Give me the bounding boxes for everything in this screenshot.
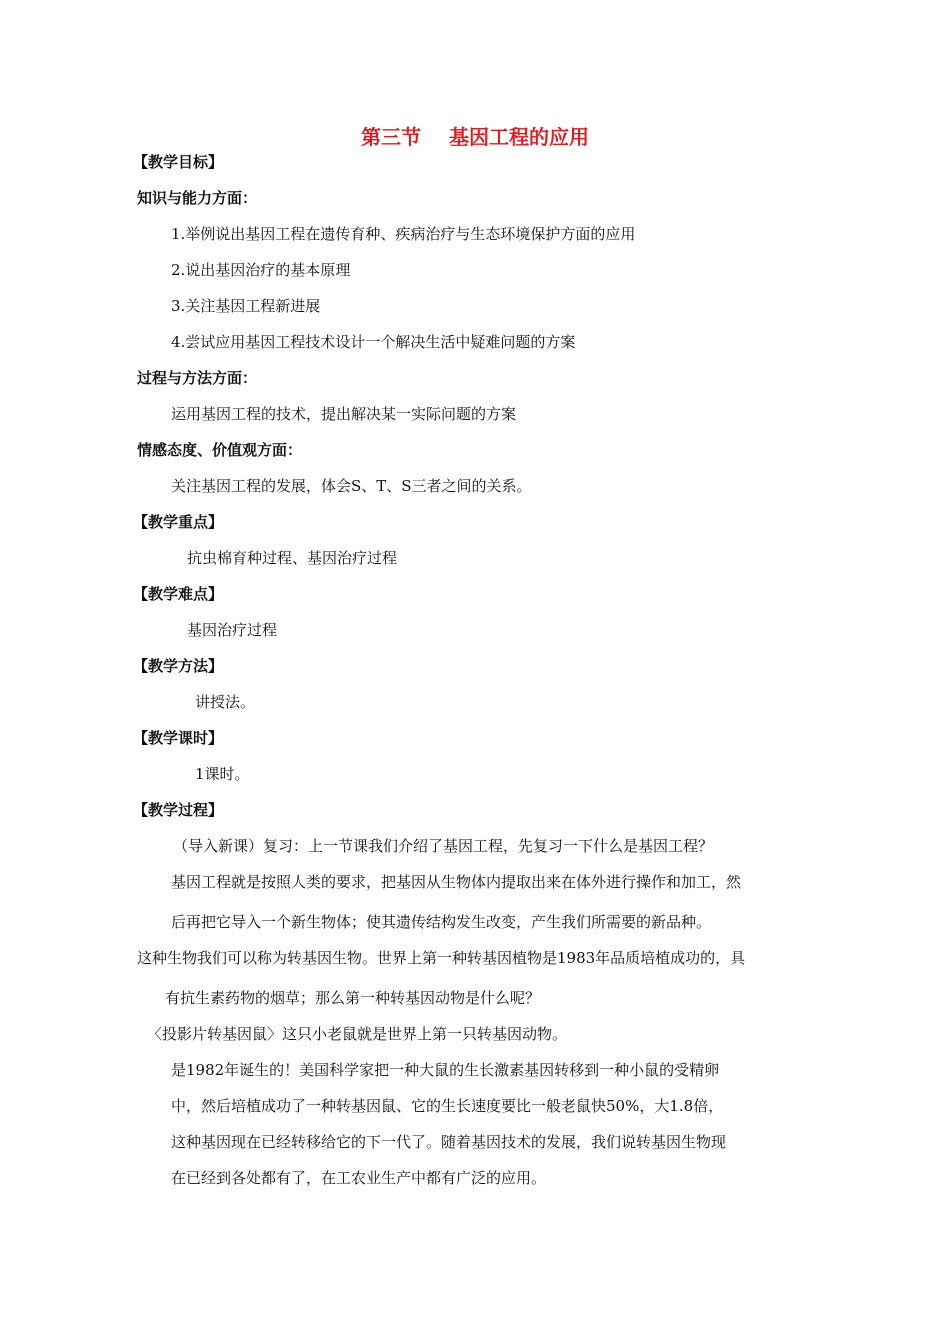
knowledge-item: 1.举例说出基因工程在遗传育种、疾病治疗与生态环境保护方面的应用 bbox=[171, 225, 636, 243]
body-line: 中，然后培植成功了一种转基因鼠、它的生长速度要比一般老鼠快50%，大1.8倍， bbox=[171, 1097, 724, 1115]
page-title bbox=[0, 124, 950, 150]
objectives-heading: 【教学目标】 bbox=[133, 153, 224, 171]
teaching-process-heading: 【教学过程】 bbox=[133, 801, 224, 819]
key-points-heading: 【教学重点】 bbox=[133, 513, 224, 531]
body-line: 基因工程就是按照人类的要求，把基因从生物体内提取出来在体外进行操作和加工，然 bbox=[171, 873, 742, 891]
body-line: 这种基因现在已经转移给它的下一代了。随着基因技术的发展，我们说转基因生物现 bbox=[171, 1133, 727, 1151]
key-points-text: 抗虫棉育种过程、基因治疗过程 bbox=[187, 549, 398, 567]
title-topic: 基因工程的应用 bbox=[449, 125, 589, 149]
body-line: 后再把它导入一个新生物体；使其遗传结构发生改变，产生我们所需要的新品种。 bbox=[171, 913, 712, 931]
knowledge-item: 2.说出基因治疗的基本原理 bbox=[171, 261, 351, 279]
body-line: 是1982年诞生的！美国科学家把一种大鼠的生长激素基因转移到一种小鼠的受精卵 bbox=[171, 1061, 720, 1079]
method-heading: 【教学方法】 bbox=[133, 657, 224, 675]
difficulty-heading: 【教学难点】 bbox=[133, 585, 224, 603]
knowledge-item: 3.关注基因工程新进展 bbox=[171, 297, 321, 315]
class-hours-heading: 【教学课时】 bbox=[133, 729, 224, 747]
body-line: （导入新课）复习：上一节课我们介绍了基因工程，先复习一下什么是基因工程？ bbox=[173, 837, 714, 855]
method-text: 讲授法。 bbox=[195, 693, 256, 711]
knowledge-item: 4.尝试应用基因工程技术设计一个解决生活中疑难问题的方案 bbox=[171, 333, 576, 351]
knowledge-heading: 知识与能力方面： bbox=[137, 189, 258, 207]
title-section-number: 第三节 bbox=[361, 125, 421, 149]
process-method-text: 运用基因工程的技术，提出解决某一实际问题的方案 bbox=[171, 405, 517, 423]
class-hours-text: 1课时。 bbox=[195, 765, 250, 783]
emotion-text: 关注基因工程的发展，体会S、T、S三者之间的关系。 bbox=[171, 477, 532, 495]
body-line: 有抗生素药物的烟草；那么第一种转基因动物是什么呢？ bbox=[165, 989, 541, 1007]
body-line: 在已经到各处都有了，在工农业生产中都有广泛的应用。 bbox=[171, 1169, 547, 1187]
difficulty-text: 基因治疗过程 bbox=[187, 621, 278, 639]
emotion-heading: 情感态度、价值观方面： bbox=[137, 441, 303, 459]
body-line: 〈投影片转基因鼠〉这只小老鼠就是世界上第一只转基因动物。 bbox=[147, 1025, 568, 1043]
process-method-heading: 过程与方法方面： bbox=[137, 369, 258, 387]
body-line: 这种生物我们可以称为转基因生物。世界上第一种转基因植物是1983年品质培植成功的，具 bbox=[137, 949, 746, 967]
